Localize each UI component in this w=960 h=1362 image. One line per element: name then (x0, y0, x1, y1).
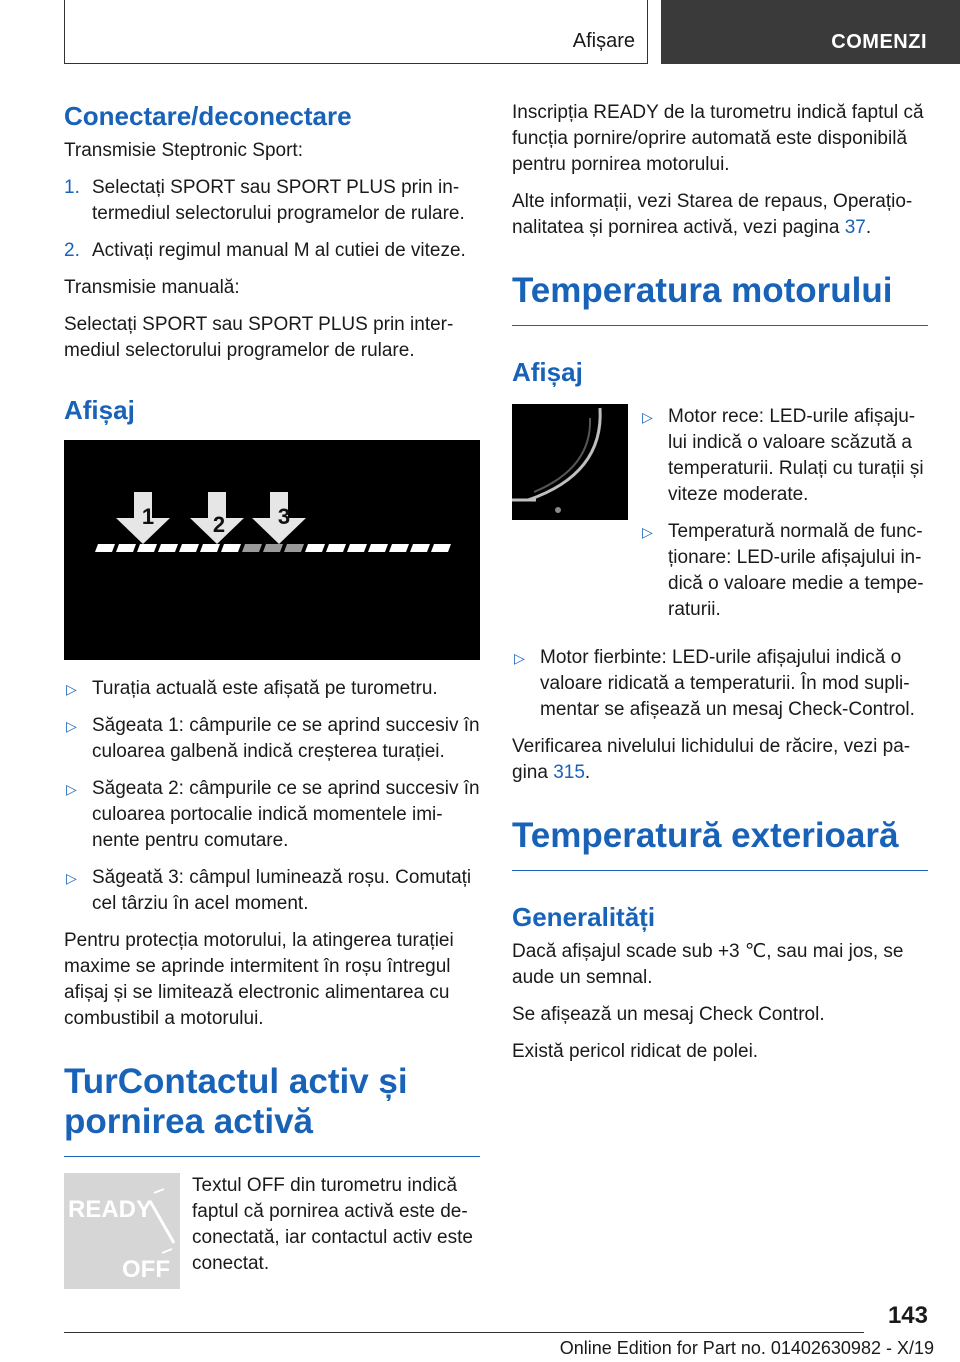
list-item: ▷ Motor rece: LED-urile afișaju-lui indică o valoare scăzută a temperaturii. Rulați cu turații și viteze moderate. (642, 406, 924, 505)
page-link-37[interactable]: 37 (844, 217, 866, 238)
header-chapter-box (661, 0, 960, 64)
right-column (512, 100, 928, 1076)
step-text: Selectați SPORT sau SPORT PLUS prin in-termediul selectorului programelor de rulare. (92, 177, 465, 224)
footer-divider (64, 1332, 864, 1333)
page-number: 143 (887, 1302, 928, 1329)
led-segment (410, 544, 430, 552)
led-segment (200, 544, 220, 552)
step-number: 1. (64, 177, 80, 198)
page-link-315[interactable]: 315 (553, 762, 585, 783)
more-info-text: Alte informații, vezi Starea de repaus, Operațio-nalitatea și pornirea activă, vezi pagina 37. (512, 191, 913, 238)
list-item: ▷ Săgeata 2: câmpurile ce se aprind succesiv în culoarea portocalie indică momentele imi-nente pentru comutare. (66, 778, 480, 851)
manual-text: Selectați SPORT sau SPORT PLUS prin inter-mediul selectorului programelor de rulare. (64, 314, 454, 361)
footer-edition: Online Edition for Part no. 01402630982 - X/19 (559, 1338, 934, 1358)
led-segment (179, 544, 199, 552)
ready-off-graphic (64, 1173, 180, 1289)
led-segment (326, 544, 346, 552)
step-number: 2. (64, 240, 80, 261)
arrow-label-2: 2 (212, 512, 226, 537)
led-segment (221, 544, 241, 552)
led-segment (389, 544, 409, 552)
step-item (64, 175, 480, 227)
heading-general: Generalități (512, 902, 656, 932)
header-section-box (64, 0, 648, 64)
ready-off-image (64, 1173, 180, 1289)
led-segment (116, 544, 136, 552)
list-item: ▷ Săgeata 1: câmpurile ce se aprind succesiv în culoarea galbenă indică creșterea turației. (66, 715, 480, 762)
ready-off-block (64, 1173, 480, 1289)
heading-outside-temp: Temperatură exterioară (512, 816, 928, 871)
led-segment (242, 544, 262, 552)
ready-label: READY (68, 1196, 153, 1223)
left-column (64, 100, 480, 1289)
led-segment (137, 544, 157, 552)
outside-line: Există pericol ridicat de polei. (512, 1041, 759, 1062)
manual-label: Transmisie manuală: (64, 277, 240, 298)
led-segment (95, 544, 115, 552)
outside-line: Se afișează un mesaj Check Control. (512, 1004, 825, 1025)
triangle-right-icon: ▷ (642, 409, 653, 425)
list-item: ▷ Săgeată 3: câmpul luminează roșu. Comutați cel târziu în acel moment. (66, 867, 472, 914)
led-segment (347, 544, 367, 552)
led-segment (263, 544, 283, 552)
shift-lights-image (64, 440, 480, 660)
arrow-label-1: 1 (141, 504, 155, 529)
triangle-right-icon: ▷ (514, 650, 525, 666)
triangle-right-icon: ▷ (66, 681, 77, 697)
arrow-label-3: 3 (277, 504, 291, 529)
heading-connect: Conectare/deconectare (64, 101, 352, 131)
list-item: ▷ Turația actuală este afișată pe turometru. (64, 676, 480, 702)
heading-display: Afișaj (64, 395, 135, 425)
header-section: Afișare (572, 30, 635, 52)
heading-display-right: Afișaj (512, 357, 583, 387)
led-bar-row (95, 544, 451, 552)
temp-gauge-graphic (512, 404, 628, 520)
off-text: Textul OFF din turometru indică faptul că pornirea activă este de-conectată, iar contactul activ este conectat. (192, 1175, 473, 1274)
triangle-right-icon: ▷ (66, 718, 77, 734)
steptronic-label: Transmisie Steptronic Sport: (64, 140, 303, 161)
temp-bullets-bottom (512, 645, 928, 723)
list-item: ▷ Motor fierbinte: LED-urile afișajului indică o valoare ridicată a temperaturii. În mod supli-mentar se afișează un mesaj Check-Control. (514, 647, 915, 720)
shift-lights-graphic (64, 440, 480, 660)
led-segment (368, 544, 388, 552)
temp-gauge-image (512, 404, 628, 520)
ready-text: Inscripția READY de la turometru indică faptul că funcția pornire/oprire automată este disponibilă pentru pornirea motorului. (512, 102, 924, 175)
off-label: OFF (122, 1256, 170, 1283)
triangle-right-icon: ▷ (66, 781, 77, 797)
heading-turcontact: TurContactul activ și pornirea activă (64, 1062, 480, 1157)
temp-gauge-block (512, 404, 928, 645)
display-bullets (64, 676, 480, 917)
outside-line: Dacă afișajul scade sub +3 ℃, sau mai jos, se aude un semnal. (512, 941, 904, 988)
led-segment (305, 544, 325, 552)
step-item (64, 238, 480, 264)
steps-list (64, 175, 480, 264)
step-text: Activați regimul manual M al cutiei de viteze. (92, 240, 466, 261)
coolant-text: Verificarea nivelului lichidului de răcire, vezi pa-gina 315. (512, 736, 911, 783)
led-segment (158, 544, 178, 552)
triangle-right-icon: ▷ (66, 870, 77, 886)
temp-bullets-top (640, 404, 928, 634)
list-item: ▷ Temperatură normală de func-ționare: LED-urile afișajului in-dică o valoare medie a tempe-raturii. (642, 521, 924, 620)
header-chapter: COMENZI (831, 31, 927, 53)
triangle-right-icon: ▷ (642, 524, 653, 540)
led-segment (284, 544, 304, 552)
protection-text: Pentru protecția motorului, la atingerea turației maxime se aprinde intermitent în roșu întregul afișaj și se limitează electronic alimentarea cu combustibil a motorului. (64, 930, 454, 1029)
heading-engine-temp: Temperatura motorului (512, 271, 928, 326)
led-segment (431, 544, 451, 552)
